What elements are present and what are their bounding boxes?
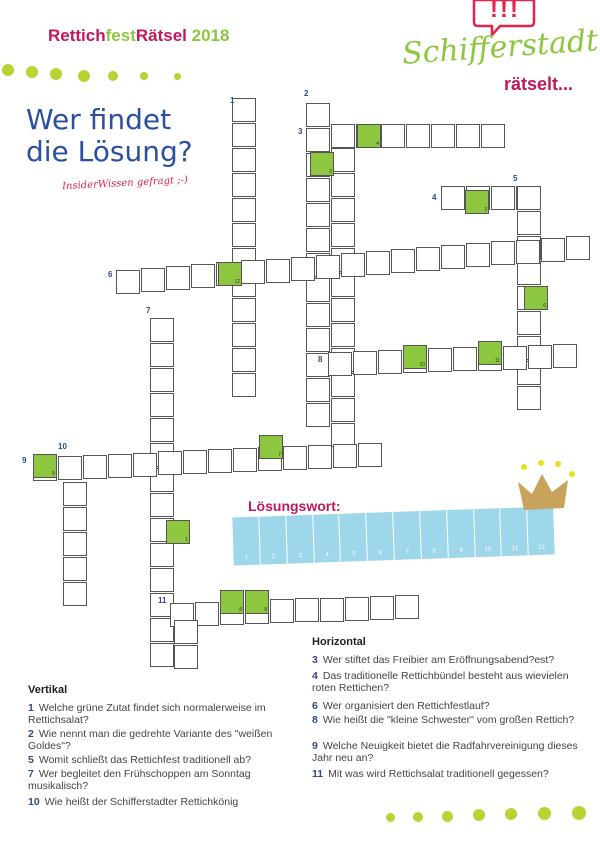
solution-letter-cell[interactable] [245,590,269,614]
crossword-cell[interactable] [517,386,541,410]
horizontal-clue: 11 Mit was wird Rettichsalat traditionell gegessen? [312,768,549,780]
solution-cell-number: 9 [459,547,463,554]
solution-letter-cell[interactable] [524,286,548,310]
crossword-cell[interactable] [232,323,256,347]
crossword-cell[interactable] [291,257,315,281]
solution-letter-cell[interactable] [478,341,502,365]
crossword-cell[interactable] [270,599,294,623]
crossword-cell[interactable] [150,318,174,342]
crossword-cell[interactable] [553,344,577,368]
crossword-cell[interactable] [133,453,157,477]
solution-cell[interactable] [392,511,420,560]
grid-clue-number: 6 [108,270,113,279]
headline-subtitle: InsiderWissen gefragt ;-) [61,174,189,193]
crossword-cell[interactable] [370,596,394,620]
crossword-cell[interactable] [150,543,174,567]
crossword-cell[interactable] [517,311,541,335]
horizontal-clue: 4 Das traditionelle Rettichbündel besteht aus wievielen roten Rettichen? [312,670,569,694]
crossword-cell[interactable] [232,223,256,247]
crossword-cell[interactable] [195,602,219,626]
crossword-cell[interactable] [306,228,330,252]
solution-cell[interactable] [365,512,393,561]
crown-icon [514,460,580,516]
crossword-cell[interactable] [341,253,365,277]
crossword-cell[interactable] [232,123,256,147]
crossword-cell[interactable] [456,124,480,148]
crossword-cell[interactable] [345,597,369,621]
solution-cell[interactable] [419,510,447,559]
grid-clue-number: 1 [230,96,235,105]
crossword-cell[interactable] [320,598,344,622]
crossword-cell[interactable] [63,557,87,581]
crossword-cell[interactable] [183,450,207,474]
crossword-cell[interactable] [63,482,87,506]
logo-subtitle: rätselt... [504,74,574,94]
horizontal-clue: 3 Wer stiftet das Freibier am Eröffnungsabend?est? [312,654,555,666]
title-part-rettich: Rettich [48,26,106,45]
crossword-cell[interactable] [150,343,174,367]
solution-letter-cell[interactable] [166,520,190,544]
crossword-cell[interactable] [416,247,440,271]
solution-cell-number: 1 [244,555,249,562]
crossword-cell[interactable] [541,238,565,262]
crossword-cell[interactable] [441,245,465,269]
crossword-cell[interactable] [406,124,430,148]
solution-cell-number: 6 [378,550,383,557]
solution-letter-label: 11 [494,358,500,364]
grid-clue-number: 9 [22,456,27,465]
crossword-cell[interactable] [232,98,256,122]
solution-cell[interactable] [473,508,501,557]
solution-cell[interactable] [231,517,259,566]
crossword-cell[interactable] [166,266,190,290]
headline-line-1: Wer findet [26,103,172,136]
crossword-cell[interactable] [308,445,332,469]
crossword-cell[interactable] [491,241,515,265]
solution-cell-number: 4 [325,552,329,559]
crossword-cell[interactable] [108,454,132,478]
solution-letter-cell[interactable] [465,190,489,214]
crossword-cell[interactable] [232,148,256,172]
crossword-cell[interactable] [517,261,541,285]
crossword-cell[interactable] [150,393,174,417]
crossword-cell[interactable] [208,449,232,473]
title-year: 2018 [191,26,230,45]
title-part-raetsel: Rätsel [135,26,187,45]
crossword-cell[interactable] [328,352,352,376]
solution-letter-label: 1 [185,537,188,543]
crossword-cell[interactable] [232,373,256,397]
crossword-cell[interactable] [453,347,477,371]
solution-cell-number: 8 [432,548,437,555]
crossword-cell[interactable] [306,203,330,227]
crossword-cell[interactable] [391,249,415,273]
solution-letter-label: 8 [239,607,242,613]
crossword-cell[interactable] [158,451,182,475]
crossword-cell[interactable] [63,507,87,531]
crossword-cell[interactable] [306,103,330,127]
horizontal-clue: 9 Welche Neuigkeit bietet die Radfahrvereinigung dieses Jahr neu an? [312,740,578,764]
solution-cell-number: 3 [298,553,302,560]
solution-letter-cell[interactable] [33,454,57,478]
crossword-cell[interactable] [150,643,174,667]
solution-cell[interactable] [312,514,340,563]
crossword-cell[interactable] [150,493,174,517]
crossword-cell[interactable] [358,443,382,467]
solution-cell[interactable] [258,516,286,565]
crossword-cell[interactable] [566,236,590,260]
crossword-cell[interactable] [232,173,256,197]
crossword-cell[interactable] [503,346,527,370]
crossword-cell[interactable] [331,323,355,347]
logo-exclamations: !!! [490,0,520,23]
grid-clue-number: 7 [146,306,151,315]
solution-cell-number: 11 [511,545,518,552]
grid-clue-number: 3 [298,127,303,136]
crossword-cell[interactable] [306,328,330,352]
crossword-cell[interactable] [381,124,405,148]
crossword-cell[interactable] [232,298,256,322]
crossword-cell[interactable] [366,251,390,275]
crossword-cell[interactable] [295,598,319,622]
grid-clue-number: 5 [513,174,518,183]
solution-letter-cell[interactable] [220,590,244,614]
solution-letter-cell[interactable] [403,345,427,369]
solution-cell-number: 10 [484,546,492,553]
crossword-cell[interactable] [306,303,330,327]
solution-letter-label: 12 [234,279,240,285]
solution-cell-number: 5 [352,551,356,558]
solution-letter-cell[interactable] [310,152,334,176]
solution-cell-number: 7 [405,549,410,556]
crossword-cell[interactable] [63,582,87,606]
solution-letter-label: 5 [52,471,55,477]
solution-letter-cell[interactable] [259,435,283,459]
crossword-cell[interactable] [306,403,330,427]
vertical-clue: 10 Wie heißt der Schifferstadter Rettichkönig [28,796,239,808]
crossword-cell[interactable] [141,268,165,292]
crossword-cell[interactable] [174,620,198,644]
solution-letter-label: 7 [278,452,281,458]
crossword-cell[interactable] [306,278,330,302]
horizontal-heading: Horizontal [312,636,366,648]
vertical-clue: 7 Wer begleitet den Frühschoppen am Sonntag musikalisch? [28,768,251,792]
solution-cell-number: 2 [271,554,276,561]
solution-letter-label: 6 [543,303,546,309]
crossword-cell[interactable] [466,243,490,267]
solution-cell[interactable] [285,515,313,564]
crossword-cell[interactable] [306,178,330,202]
crossword-cell[interactable] [150,418,174,442]
crossword-cell[interactable] [331,124,355,148]
grid-clue-number: 4 [432,193,437,202]
logo-script: Schifferstadt [401,23,600,72]
crossword-cell[interactable] [232,348,256,372]
headline-line-2: die Lösung? [26,135,193,168]
crossword-cell[interactable] [431,124,455,148]
crossword-cell[interactable] [378,350,402,374]
crossword-cell[interactable] [233,448,257,472]
crossword-cell[interactable] [191,264,215,288]
crossword-cell[interactable] [174,645,198,669]
crossword-cell[interactable] [491,186,515,210]
grid-clue-number: 2 [304,89,309,98]
solution-title: Lösungswort: [248,498,341,514]
solution-cell-number: 12 [538,544,546,551]
title-part-fest: fest [105,26,136,45]
crossword-cell[interactable] [116,270,140,294]
vertical-clue: 2 Wie nennt man die gedrehte Variante des "weißen Goldes"? [28,728,273,752]
solution-letter-label: 4 [376,141,379,147]
grid-clue-number: 11 [158,596,167,605]
solution-letter-label: 3 [484,207,487,213]
crossword-cell[interactable] [58,456,82,480]
crossword-cell[interactable] [331,373,355,397]
vertical-clue: 1 Welche grüne Zutat findet sich normalerweise im Rettichsalat? [28,702,266,726]
crossword-cell[interactable] [266,259,290,283]
grid-clue-number: 10 [58,442,67,451]
crossword-cell[interactable] [232,198,256,222]
solution-letter-cell[interactable] [357,124,381,148]
vertical-heading: Vertikal [28,684,68,696]
crossword-cell[interactable] [331,173,355,197]
solution-letter-label: 9 [264,607,267,613]
crossword-cell[interactable] [481,124,505,148]
crossword-cell[interactable] [528,345,552,369]
crossword-cell[interactable] [331,298,355,322]
solution-letter-cell[interactable] [218,262,242,286]
crossword-cell[interactable] [316,255,340,279]
crossword-cell[interactable] [331,148,355,172]
crossword-cell[interactable] [63,532,87,556]
horizontal-clue: 8 Wie heißt die "kleine Schwester" vom großen Rettich? [312,714,575,726]
crossword-cell[interactable] [517,186,541,210]
crossword-cell[interactable] [150,568,174,592]
crossword-cell[interactable] [241,260,265,284]
crossword-cell[interactable] [395,595,419,619]
crossword-cell[interactable] [306,378,330,402]
crossword-cell[interactable] [331,398,355,422]
solution-cell[interactable] [339,513,367,562]
crossword-cell[interactable] [283,446,307,470]
crossword-cell[interactable] [516,240,540,264]
crossword-cell[interactable] [353,351,377,375]
grid-clue-number: 8 [318,355,323,364]
crossword-cell[interactable] [333,444,357,468]
crossword-cell[interactable] [150,368,174,392]
crossword-cell[interactable] [428,348,452,372]
horizontal-clue: 6 Wer organisiert den Rettichfestlauf? [312,700,490,712]
crossword-cell[interactable] [331,198,355,222]
crossword-cell[interactable] [306,128,330,152]
crossword-cell[interactable] [83,455,107,479]
solution-cell[interactable] [446,509,474,558]
solution-letter-label: 2 [329,169,332,175]
crossword-cell[interactable] [441,186,465,210]
crossword-cell[interactable] [517,211,541,235]
crossword-cell[interactable] [331,223,355,247]
vertical-clue: 5 Womit schließt das Rettichfest traditionell ab? [28,754,252,766]
solution-letter-label: 10 [419,362,425,368]
